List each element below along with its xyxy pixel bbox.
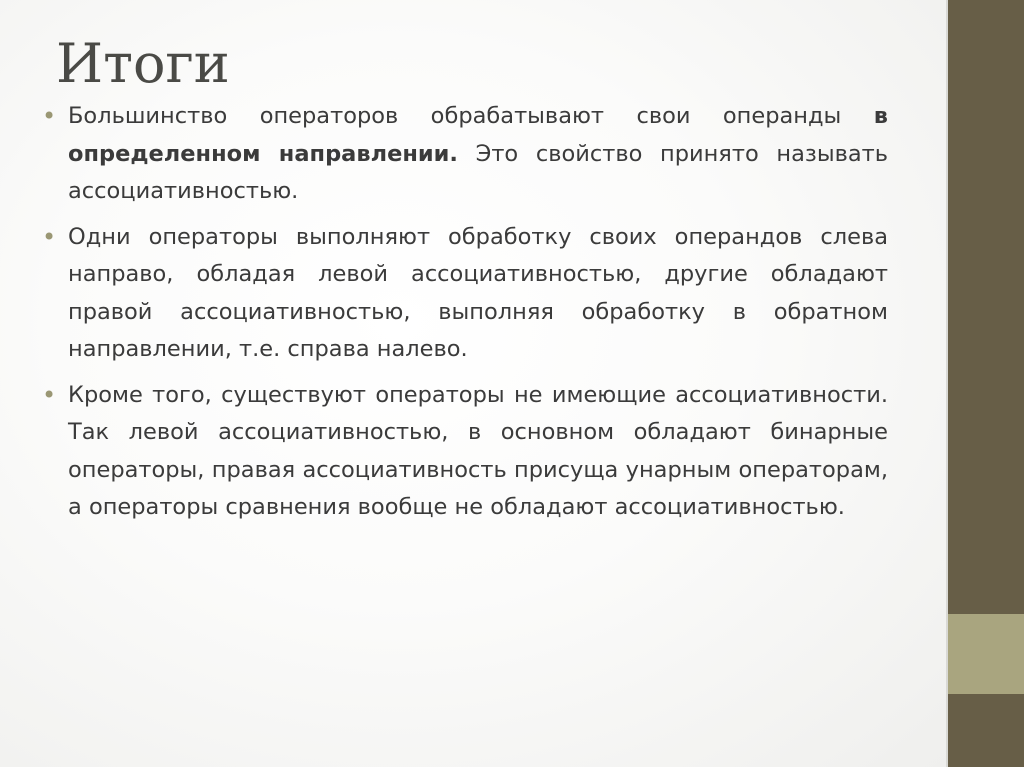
bullet-1-text-start: Большинство операторов обрабатывают свои операнды — [68, 103, 874, 129]
bullet-marker: • — [42, 222, 57, 251]
slide-title: Итоги — [56, 32, 230, 95]
bullet-marker: • — [42, 380, 57, 409]
bullet-item-3 — [42, 377, 888, 527]
bullet-marker: • — [42, 102, 57, 130]
bullet-3-text: Кроме того, существуют операторы не имеющие ассоциативности. Так левой ассоциативностью, в основном обладают бинарные операторы, правая ассоциативность присуща унарным операторам, а операторы сравнения вообще не обладают ассоциативностью. — [68, 381, 888, 520]
decorative-sidebar-accent — [948, 614, 1024, 694]
bullet-2-text: Одни операторы выполняют обработку своих операндов слева направо, обладая левой ассоциативностью, другие обладают правой ассоциативностью, выполняя обработку в обратном направлении, т.е. справа налево. — [68, 223, 888, 362]
bullet-item-2 — [42, 219, 888, 369]
bullet-list — [42, 98, 888, 535]
bullet-item-1 — [42, 98, 888, 211]
bullet-1-text-end: Это свойство принято называть ассоциативностью. — [68, 140, 888, 204]
bullet-1-bold-text: в определенном направлении. — [68, 103, 888, 167]
